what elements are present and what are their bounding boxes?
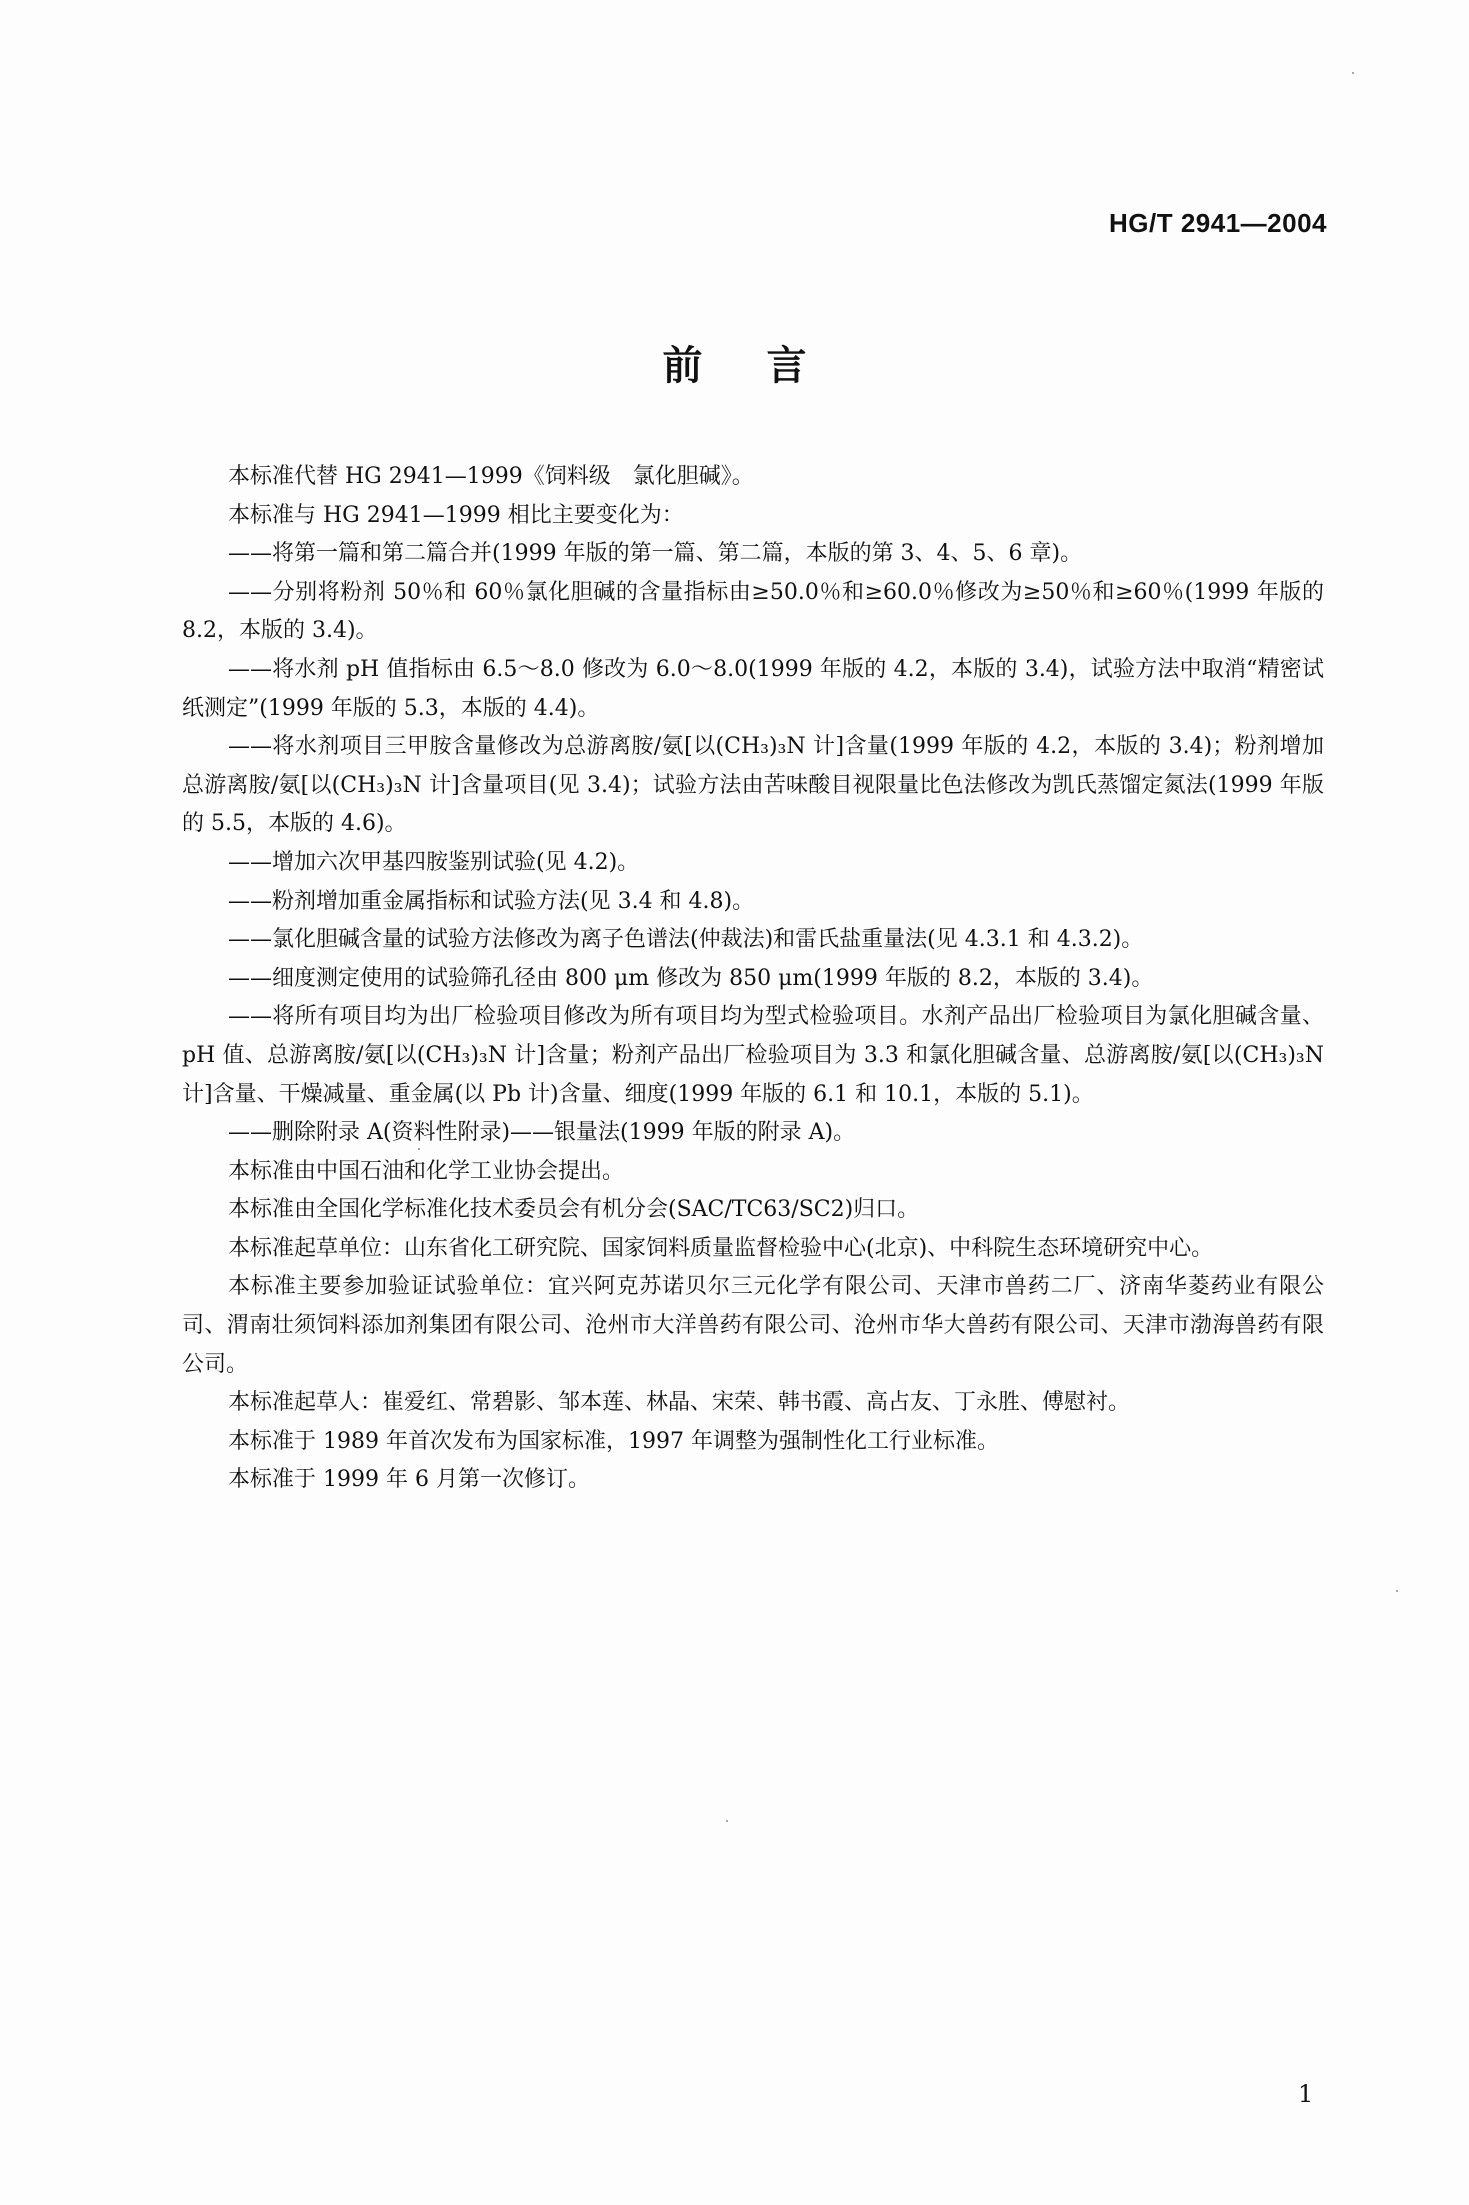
paragraph-change-merge: ——将第一篇和第二篇合并(1999 年版的第一篇、第二篇，本版的第 3、4、5、6 章)。 [228, 541, 1083, 567]
paragraph-revision: 本标准于 1999 年 6 月第一次修订。 [228, 1467, 590, 1493]
paragraph-changes-intro: 本标准与 HG 2941—1999 相比主要变化为： [228, 502, 684, 528]
paragraph-change-inspection: ——将所有项目均为出厂检验项目修改为所有项目均为型式检验项目。水剂产品出厂检验项目为氯化胆碱含量、pH 值、总游离胺/氨[以(CH₃)₃N 计]含量；粉剂产品出厂检验项目为 3.3 和氯化胆碱含量、总游离胺/氨[以(CH₃)₃N 计]含量、干燥减量、重金属(以 Pb 计)含量、细度(1999 年版的 6.1 和 10.1，本版的 5.1)。 [182, 1004, 1324, 1107]
scan-speck [1352, 72, 1354, 74]
scan-speck [726, 1820, 728, 1822]
paragraph-replaces: 本标准代替 HG 2941—1999《饲料级 氯化胆碱》。 [228, 464, 754, 489]
paragraph-change-test-method: ——氯化胆碱含量的试验方法修改为离子色谱法(仲裁法)和雷氏盐重量法(见 4.3.1 和 4.3.2)。 [228, 927, 1144, 953]
scan-speck [418, 1148, 420, 1150]
scan-speck [1396, 1590, 1398, 1592]
foreword-body [182, 458, 1324, 1500]
standard-code: HG/T 2941—2004 [1108, 208, 1327, 238]
paragraph-change-identification: ——增加六次甲基四胺鉴别试验(见 4.2)。 [228, 849, 640, 875]
paragraph-change-heavy-metal: ——粉剂增加重金属指标和试验方法(见 3.4 和 4.8)。 [228, 888, 755, 914]
page-number: 1 [1298, 2080, 1314, 2108]
paragraph-verification-units: 本标准主要参加验证试验单位：宜兴阿克苏诺贝尔三元化学有限公司、天津市兽药二厂、济南华菱药业有限公司、渭南壮须饲料添加剂集团有限公司、沧州市大洋兽药有限公司、沧州市华大兽药有限公司、天津市渤海兽药有限公司。 [182, 1274, 1324, 1377]
paragraph-proposer: 本标准由中国石油和化学工业协会提出。 [228, 1158, 625, 1184]
paragraph-change-annex: ——删除附录 A(资料性附录)——银量法(1999 年版的附录 A)。 [228, 1120, 856, 1146]
page-title: 前言 [662, 343, 871, 389]
paragraph-change-content: ——分别将粉剂 50％和 60％氯化胆碱的含量指标由≥50.0％和≥60.0％修改为≥50％和≥60％(1999 年版的 8.2，本版的 3.4)。 [182, 579, 1324, 644]
paragraph-first-issue: 本标准于 1989 年首次发布为国家标准，1997 年调整为强制性化工行业标准。 [228, 1428, 999, 1454]
paragraph-change-sieve: ——细度测定使用的试验筛孔径由 800 μm 修改为 850 μm(1999 年版的 8.2，本版的 3.4)。 [228, 965, 1154, 991]
paragraph-change-amine: ——将水剂项目三甲胺含量修改为总游离胺/氨[以(CH₃)₃N 计]含量(1999 年版的 4.2，本版的 3.4)；粉剂增加总游离胺/氨[以(CH₃)₃N 计]含量项目(见 3.4)；试验方法由苦味酸目视限量比色法修改为凯氏蒸馏定氮法(1999 年版的 5.5，本版的 4.6)。 [182, 734, 1324, 837]
paragraph-change-ph: ——将水剂 pH 值指标由 6.5～8.0 修改为 6.0～8.0(1999 年版的 4.2，本版的 3.4)，试验方法中取消“精密试纸测定”(1999 年版的 5.3，本版的 4.4)。 [182, 656, 1324, 721]
paragraph-drafting-units: 本标准起草单位：山东省化工研究院、国家饲料质量监督检验中心(北京)、中科院生态环境研究中心。 [228, 1235, 1214, 1261]
paragraph-committee: 本标准由全国化学标准化技术委员会有机分会(SAC/TC63/SC2)归口。 [228, 1197, 920, 1223]
paragraph-drafters: 本标准起草人：崔爱红、常碧影、邹本莲、林晶、宋荣、韩书霞、高占友、丁永胜、傅慰衬。 [228, 1390, 1131, 1416]
